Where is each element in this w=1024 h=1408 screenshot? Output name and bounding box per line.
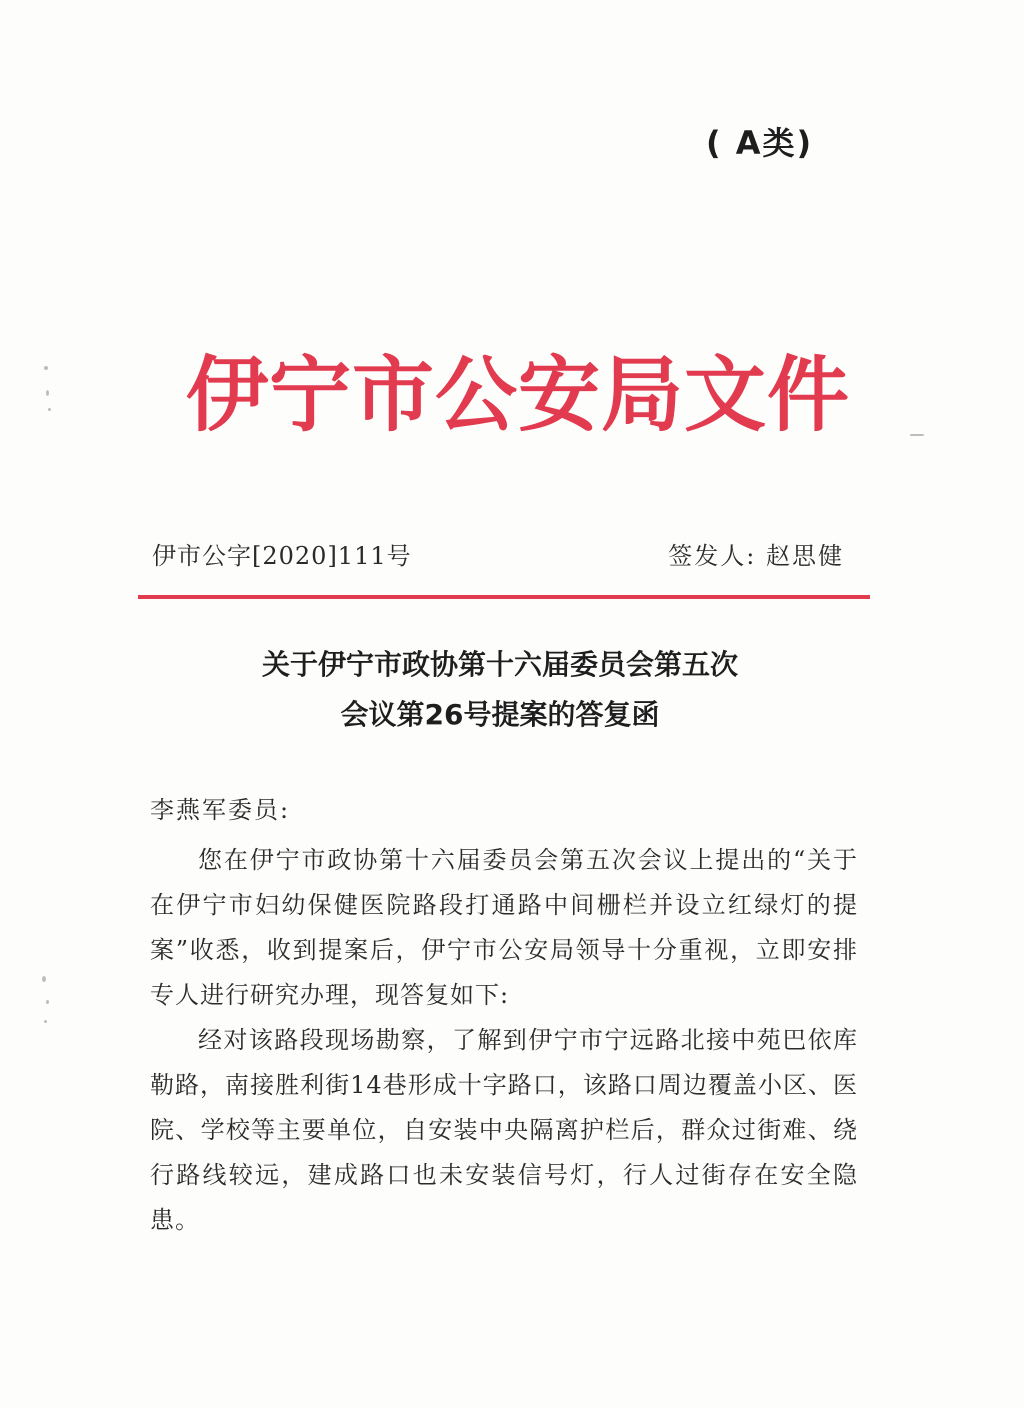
scan-speck (44, 366, 48, 370)
title-line-1: 关于伊宁市政协第十六届委员会第五次 (261, 648, 738, 681)
scan-speck (48, 408, 51, 411)
body-paragraph: 经对该路段现场勘察，了解到伊宁市宁远路北接中苑巴依库勒路，南接胜利街14巷形成十字路口，该路口周边覆盖小区、医院、学校等主要单位，自安装中央隔离护栏后，群众过街难、绕行路线较远，建成路口也未安装信号灯，行人过街存在安全隐患。 (150, 1026, 858, 1234)
scan-speck (42, 976, 46, 982)
red-divider-line (138, 595, 870, 599)
body-text (150, 838, 858, 1243)
title-line-2: 会议第26号提案的答复函 (340, 698, 660, 731)
salutation: 李燕军委员: (150, 796, 291, 824)
scan-speck (46, 390, 49, 396)
scan-speck (46, 1000, 49, 1004)
scan-speck (44, 1020, 47, 1023)
document-number: 伊市公字[2020]111号 (152, 542, 412, 570)
document-title (150, 640, 850, 740)
issuer-signature-line: 签发人: 赵思健 (668, 542, 844, 570)
body-paragraph: 您在伊宁市政协第十六届委员会第五次会议上提出的“关于在伊宁市妇幼保健医院路段打通路中间栅栏并设立红绿灯的提案”收悉，收到提案后，伊宁市公安局领导十分重视，立即安排专人进行研究办理，现答复如下: (150, 846, 858, 1009)
scan-speck (910, 434, 924, 436)
classification-label: ( A类) (706, 124, 814, 162)
masthead-title: 伊宁市公安局文件 (186, 347, 851, 443)
